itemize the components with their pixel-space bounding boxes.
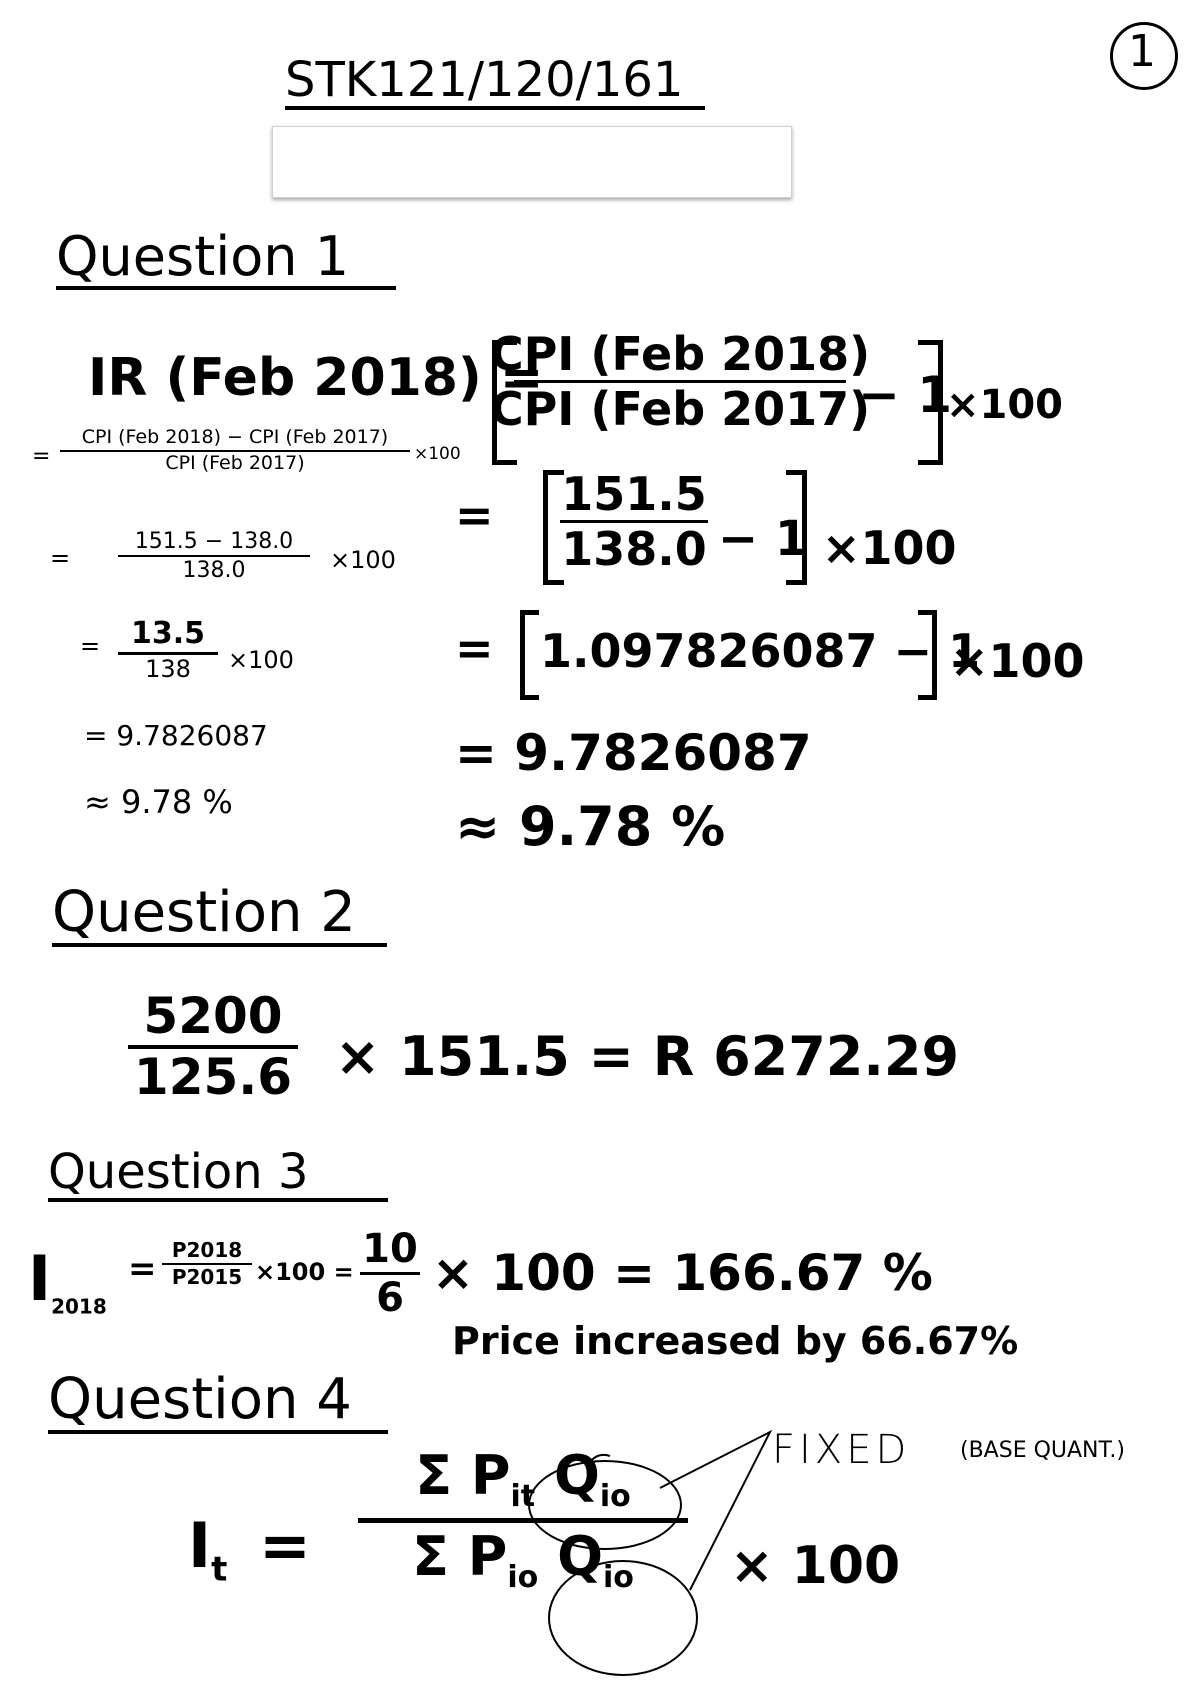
- q1-alt2-eq: =: [50, 544, 71, 572]
- q1-alt-num: CPI (Feb 2018) − CPI (Feb 2017): [81, 426, 389, 448]
- q1-formula-lhs: IR (Feb 2018) =: [88, 348, 544, 408]
- q4-lhs-symbol: I: [188, 1509, 212, 1582]
- q4-eq: =: [258, 1509, 311, 1582]
- q1-step4: ≈ 9.78 %: [455, 795, 726, 858]
- page-number: 1: [1128, 26, 1156, 77]
- q1-alt-den: CPI (Feb 2017): [165, 451, 305, 474]
- q1-alt2-den: 138.0: [182, 558, 246, 584]
- q2-result: × 151.5 = R 6272.29: [335, 1025, 960, 1088]
- q4-num-q-sub: io: [599, 1478, 631, 1514]
- q1-step1-den: 138.0: [561, 522, 707, 577]
- q1-times100: ×100: [946, 382, 1064, 428]
- q3-note: Price increased by 66.67%: [452, 1319, 1019, 1363]
- q1-alt3-num: 13.5: [130, 616, 206, 651]
- q4-annotation-base: (BASE QUANT.): [960, 1438, 1125, 1463]
- q1-step1-times100: ×100: [822, 521, 957, 575]
- q2-heading: Question 2: [52, 885, 387, 947]
- q3-lhs-symbol: I: [28, 1242, 52, 1315]
- q1-formula-den: CPI (Feb 2017): [489, 382, 871, 437]
- q4-lhs-sub: t: [211, 1549, 228, 1590]
- q3-heading: Question 3: [48, 1148, 388, 1202]
- q1-step3: = 9.7826087: [455, 724, 812, 782]
- q3-p-den: P2015: [171, 1265, 243, 1289]
- q4-den-q-sub: io: [602, 1560, 634, 1596]
- q1-alt-eq: =: [32, 444, 51, 469]
- q1-formula-num: CPI (Feb 2018): [489, 327, 871, 381]
- q4-den-sum: Σ P: [412, 1525, 508, 1589]
- q1-formula-tail: − 1: [858, 366, 953, 424]
- q1-step1-eq: =: [455, 488, 494, 542]
- q4-times100: × 100: [730, 1536, 901, 1596]
- q3-num: 10: [362, 1226, 418, 1272]
- course-code: STK121/120/161: [285, 56, 705, 110]
- q1-alt3-x100: ×100: [228, 646, 294, 674]
- q1-step2-times100: ×100: [950, 634, 1085, 688]
- q1-alt3-eq: =: [80, 632, 101, 660]
- q4-den-sub: io: [507, 1560, 539, 1596]
- q3-lhs-sub: 2018: [51, 1294, 107, 1319]
- q3-p-num: P2018: [171, 1238, 243, 1262]
- q4-num-sub: it: [510, 1478, 536, 1514]
- q1-alt5: ≈ 9.78 %: [84, 783, 233, 821]
- q1-step2-inner: 1.097826087 − 1: [540, 624, 981, 678]
- q1-step1-num: 151.5: [561, 467, 707, 521]
- q3-x100: ×100 =: [255, 1258, 354, 1286]
- q4-num-sum: Σ P: [415, 1444, 511, 1507]
- q4-annotation-fixed: FIXED: [772, 1427, 911, 1473]
- q4-den-q: Q: [557, 1525, 603, 1589]
- q1-alt4: = 9.7826087: [84, 719, 268, 752]
- q1-alt-x100: ×100: [414, 444, 461, 464]
- q4-num-q: Q: [553, 1444, 600, 1507]
- q2-num: 5200: [143, 987, 283, 1045]
- q3-eq1: =: [128, 1249, 157, 1289]
- q1-alt2-num: 151.5 − 138.0: [134, 529, 294, 554]
- q1-alt2-x100: ×100: [330, 546, 396, 574]
- q2-den: 125.6: [133, 1047, 293, 1106]
- q3-den: 6: [376, 1275, 404, 1321]
- q3-result: × 100 = 166.67 %: [432, 1244, 933, 1302]
- q1-step2-eq: =: [455, 621, 494, 675]
- q1-heading: Question 1: [56, 230, 396, 290]
- q1-step1-tail: − 1: [718, 511, 809, 567]
- q4-heading: Question 4: [48, 1372, 388, 1434]
- q1-alt3-den: 138: [145, 654, 191, 683]
